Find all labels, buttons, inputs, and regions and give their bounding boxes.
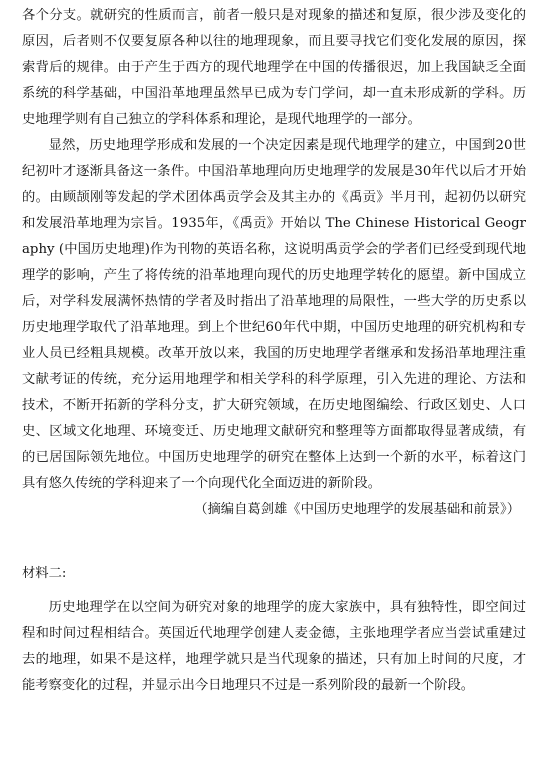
source-citation: （摘编自葛剑雄《中国历史地理学的发展基础和前景》） <box>194 502 520 517</box>
paragraph-2: 显然，历史地理学形成和发展的一个决定因素是现代地理学的建立，中国到20世纪初叶才逐渐具备这一条件。中国沿革地理向历史地理学的发展是30年代以后才开始的。由顾颉刚等发起的学术团体禹贡学会及其主办的《禹贡》半月刊，起初仍以研究和发展沿革地理为宗旨。1935年，《禹贡》开始以 The Chinese Historical Geography (中国历史地理)作为刊物的英语名称，这说明禹贡学会的学者们已经受到现代地理学的影响，产生了将传统的沿革地理向现代的历史地理学转化的愿望。新中国成立后，对学科发展满怀热情的学者及时指出了沿革地理的局限性，一些大学的历史系以历史地理学取代了沿革地理。到上个世纪60年代中期，中国历史地理的研究机构和专业人员已经粗具规模。改革开放以来，我国的历史地理学者继承和发扬沿革地理注重文献考证的传统，充分运用地理学和相关学科的科学原理，引入先进的理论、方法和技术，不断开拓新的学科分支，扩大研究领域，在历史地图编绘、行政区划史、人口史、区域文化地理、环境变迁、历史地理文献研究和整理等方面都取得显著成绩，有的已居国际领先地位。中国历史地理学的研究在整体上达到一个新的水平，标着这门具有悠久传统的学科迎来了一个向现代化全面迈进的新阶段。 <box>22 138 526 491</box>
paragraph-1: 各个分支。就研究的性质而言，前者一般只是对现象的描述和复原，很少涉及变化的原因，后者则不仅要复原各种以往的地理现象，而且要寻找它们变化发展的原因，探索背后的规律。由于产生于西方的现代地理学在中国的传播很迟，加上我国缺乏全面系统的科学基础，中国沿革地理虽然早已成为专门学问，却一直未形成新的学科。历史地理学则有自己独立的学科体系和理论，是现代地理学的一部分。 <box>22 8 526 127</box>
material-2-heading: 材料二: <box>22 566 67 581</box>
paragraph-3: 历史地理学在以空间为研究对象的地理学的庞大家族中，具有独特性，即空间过程和时间过程相结合。英国近代地理学创建人麦金德，主张地理学者应当尝试重建过去的地理，如果不是这样，地理学就只是当代现象的描述，只有加上时间的尺度，才能考察变化的过程，并显示出今日地理只不过是一系列阶段的最新一个阶段。 <box>22 600 526 693</box>
